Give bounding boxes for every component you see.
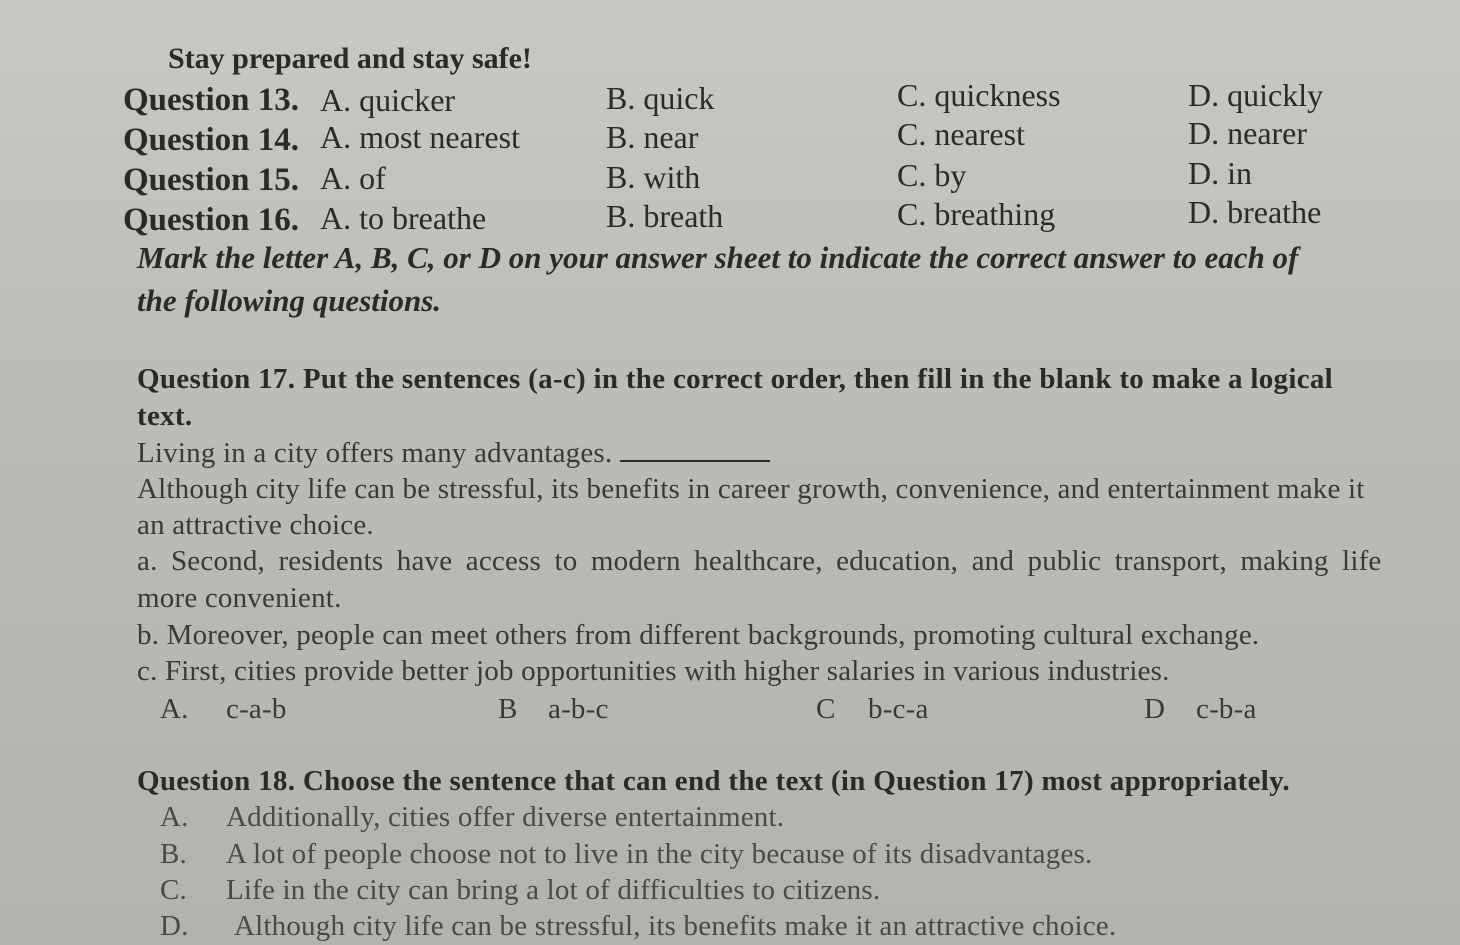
question-17-closing-line-2: an attractive choice.: [137, 509, 374, 541]
option-letter: B.: [160, 838, 187, 870]
option-text: c-b-a: [1196, 693, 1257, 725]
question-16-option-c: C. breathing: [897, 196, 1056, 232]
option-letter: B: [498, 693, 518, 725]
question-13-option-a: A. quicker: [320, 82, 456, 118]
question-14-option-d: D. nearer: [1188, 115, 1308, 151]
question-17-option-a[interactable]: [160, 693, 287, 726]
question-17-option-b[interactable]: [498, 693, 609, 726]
sentence-a-line-1: a. Second, residents have access to modern healthcare, education, and public transport, making life: [137, 545, 1382, 577]
question-17-title-line-1: Question 17. Put the sentences (a-c) in the correct order, then fill in the blank to make a logical: [137, 363, 1334, 395]
question-18-option-c[interactable]: [160, 874, 880, 907]
question-14-option-b: B. near: [606, 119, 699, 155]
instruction-line-2: the following questions.: [137, 283, 442, 318]
question-14-label: Question 14.: [123, 122, 300, 158]
sentence-b: b. Moreover, people can meet others from different backgrounds, promoting cultural exchange.: [137, 619, 1260, 651]
option-letter: C: [816, 693, 836, 725]
question-13-option-c: C. quickness: [897, 77, 1061, 113]
question-18-option-b[interactable]: [160, 838, 1092, 871]
question-16-option-a: A. to breathe: [320, 200, 487, 236]
intro-line: Stay prepared and stay safe!: [168, 42, 532, 75]
option-text: b-c-a: [868, 693, 929, 725]
question-18-title: Question 18. Choose the sentence that can end the text (in Question 17) most appropriately.: [137, 765, 1290, 797]
instruction-line-1: Mark the letter A, B, C, or D on your answer sheet to indicate the correct answer to each of: [137, 240, 1299, 275]
question-16-label: Question 16.: [123, 202, 300, 238]
question-14-option-c: C. nearest: [897, 116, 1025, 152]
question-17-option-c[interactable]: [816, 693, 929, 726]
question-13-label: Question 13.: [123, 82, 300, 118]
question-15-option-c: C. by: [897, 157, 967, 193]
question-15-label: Question 15.: [123, 162, 300, 198]
option-text: c-a-b: [226, 693, 287, 725]
question-17-title-line-2: text.: [137, 400, 193, 432]
question-17-opening-text: Living in a city offers many advantages.: [137, 437, 613, 469]
option-text: Additionally, cities offer diverse entertainment.: [226, 801, 785, 833]
fill-in-blank[interactable]: [620, 438, 770, 462]
question-17-opening-line: [137, 437, 770, 470]
option-letter: A.: [160, 801, 189, 833]
sentence-a-line-2: more convenient.: [137, 582, 342, 614]
question-18-option-a[interactable]: [160, 801, 784, 834]
option-letter: D: [1144, 693, 1166, 725]
question-16-option-b: B. breath: [606, 198, 724, 234]
option-letter: A.: [160, 693, 189, 725]
question-17-closing-line-1: Although city life can be stressful, its benefits in career growth, convenience, and entertainment make it: [137, 473, 1365, 505]
question-16-option-d: D. breathe: [1188, 194, 1322, 230]
question-14-option-a: A. most nearest: [320, 119, 520, 155]
question-15-option-b: B. with: [606, 159, 701, 195]
question-15-option-d: D. in: [1188, 155, 1252, 191]
question-13-option-b: B. quick: [606, 80, 715, 116]
question-13-option-d: D. quickly: [1188, 77, 1324, 113]
question-17-option-d[interactable]: [1144, 693, 1257, 726]
question-15-option-a: A. of: [320, 160, 386, 196]
question-18-option-d[interactable]: [160, 910, 1116, 943]
option-text: A lot of people choose not to live in the city because of its disadvantages.: [226, 838, 1093, 870]
option-text: Life in the city can bring a lot of difficulties to citizens.: [226, 874, 881, 906]
option-letter: D.: [160, 910, 189, 942]
option-text: a-b-c: [548, 693, 609, 725]
option-text: Although city life can be stressful, its benefits make it an attractive choice.: [234, 910, 1117, 942]
sentence-c: c. First, cities provide better job opportunities with higher salaries in various industries.: [137, 655, 1170, 687]
option-letter: C.: [160, 874, 187, 906]
